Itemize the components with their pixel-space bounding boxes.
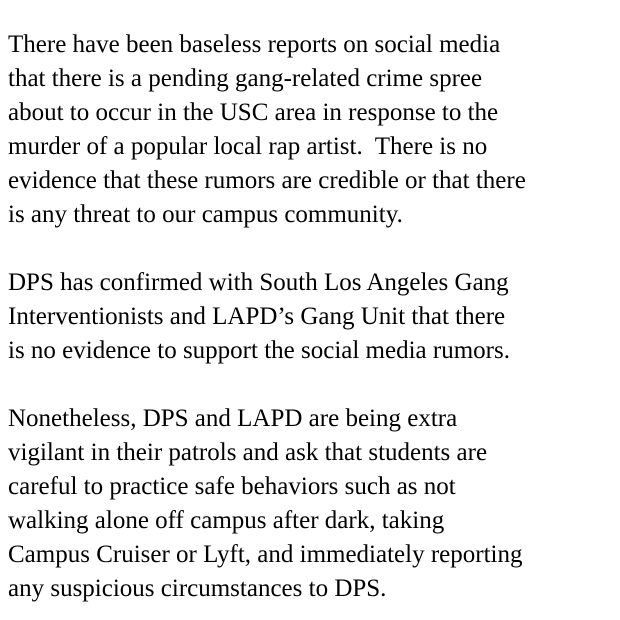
text-line: Campus Cruiser or Lyft, and immediately reporting	[8, 541, 523, 568]
paragraph-safety-advice	[8, 402, 620, 606]
text-line: murder of a popular local rap artist. There is no	[8, 133, 488, 160]
text-line: any suspicious circumstances to DPS.	[8, 575, 387, 602]
text-line: about to occur in the USC area in response to the	[8, 99, 499, 126]
text-line: is no evidence to support the social media rumors.	[8, 337, 510, 364]
text-line: DPS has confirmed with South Los Angeles Gang	[8, 269, 509, 296]
text-line: Interventionists and LAPD’s Gang Unit that there	[8, 303, 506, 330]
text-line: is any threat to our campus community.	[8, 201, 403, 228]
text-line: walking alone off campus after dark, taking	[8, 507, 445, 534]
paragraph-dps-confirmation	[8, 266, 620, 368]
text-line: that there is a pending gang-related crime spree	[8, 65, 483, 92]
document-body	[8, 28, 620, 606]
text-line: vigilant in their patrols and ask that students are	[8, 439, 488, 466]
text-line: evidence that these rumors are credible or that there	[8, 167, 526, 194]
text-line: Nonetheless, DPS and LAPD are being extra	[8, 405, 458, 432]
paragraph-rumor-report	[8, 28, 620, 232]
text-line: There have been baseless reports on social media	[8, 31, 501, 58]
text-line: careful to practice safe behaviors such as not	[8, 473, 456, 500]
